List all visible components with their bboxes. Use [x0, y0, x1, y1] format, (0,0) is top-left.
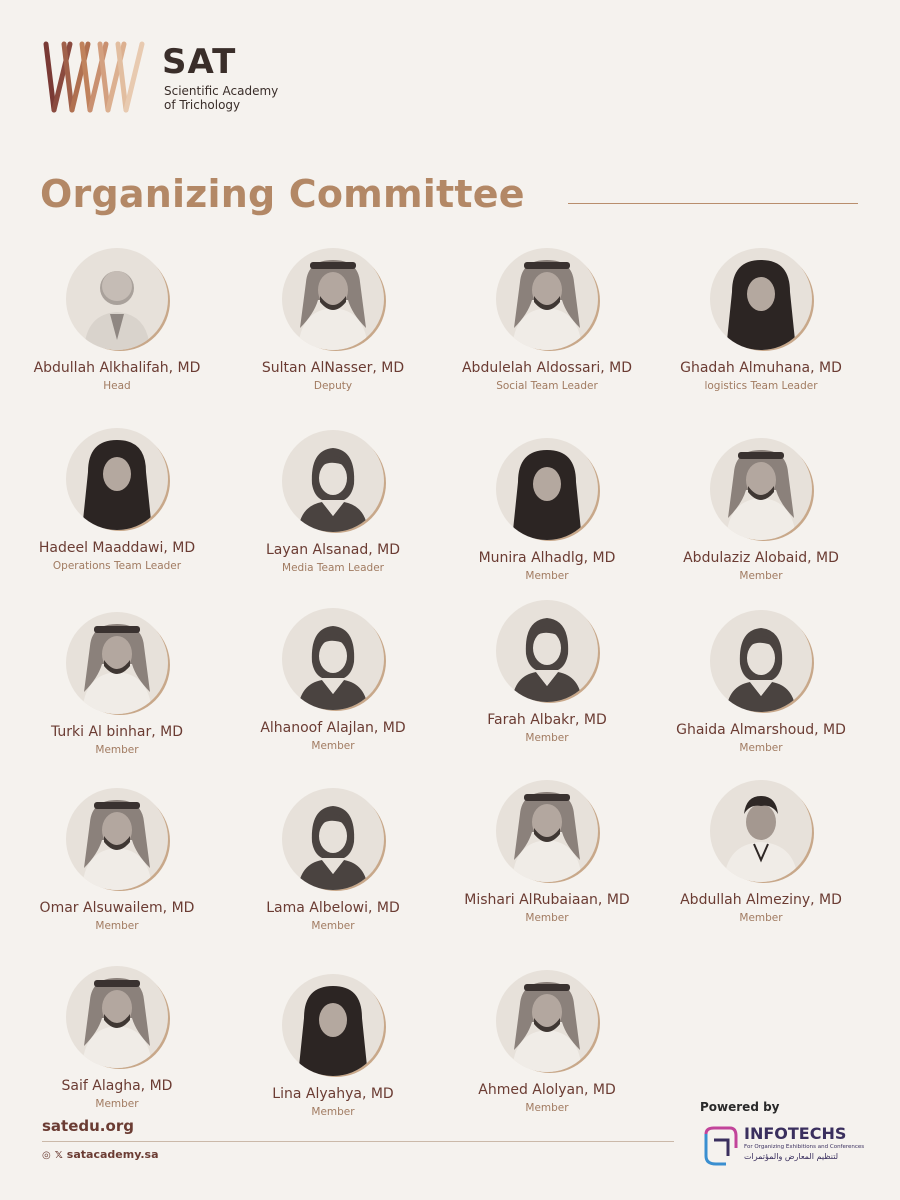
social-handle-row[interactable]: [42, 1148, 159, 1161]
member-card: [228, 248, 438, 392]
instagram-icon: ◎: [42, 1150, 51, 1161]
member-name: Abdulaziz Alobaid, MD: [683, 550, 839, 566]
member-role: Member: [311, 920, 355, 932]
member-role: Member: [525, 732, 569, 744]
brand-subtitle-line2: of Trichology: [164, 98, 241, 112]
sponsor-tagline-arabic: لتنظيم المعارض والمؤتمرات: [744, 1152, 839, 1161]
title-divider: [568, 203, 858, 204]
brand-subtitle: [164, 84, 278, 112]
member-photo: [496, 970, 598, 1072]
placeholder-woman-icon: [710, 610, 812, 712]
member-role: Head: [103, 380, 131, 392]
academy-logo: [40, 38, 300, 118]
member-name: Hadeel Maaddawi, MD: [38, 540, 196, 556]
member-name: Abdulelah Aldossari, MD: [461, 360, 632, 376]
member-photo: [282, 248, 384, 350]
member-photo: [66, 966, 168, 1068]
member-role: Member: [311, 1106, 355, 1118]
brand-name: SAT: [162, 42, 237, 82]
footer-divider: [42, 1141, 674, 1142]
member-name: Farah Albakr, MD: [487, 712, 607, 728]
member-role: Member: [739, 912, 783, 924]
member-name: Abdullah Almeziny, MD: [680, 892, 842, 908]
member-card: [442, 438, 652, 582]
member-role: Member: [311, 740, 355, 752]
placeholder-woman-icon: [282, 788, 384, 890]
member-name: Lama Albelowi, MD: [266, 900, 400, 916]
member-card: [228, 430, 438, 574]
social-handle: satacademy.sa: [66, 1148, 159, 1161]
member-card: [442, 248, 652, 392]
sponsor-name: INFOTECHS: [744, 1124, 847, 1143]
member-name: Munira Alhadlg, MD: [478, 550, 616, 566]
member-photo: [496, 780, 598, 882]
website-link[interactable]: satedu.org: [42, 1117, 134, 1135]
member-photo: [282, 974, 384, 1076]
member-role: Member: [525, 1102, 569, 1114]
member-card: [442, 780, 652, 924]
member-photo: [710, 248, 812, 350]
member-photo: [710, 780, 812, 882]
member-card: [12, 966, 222, 1110]
member-photo: [66, 428, 168, 530]
member-name: Ahmed Alolyan, MD: [478, 1082, 616, 1098]
brand-subtitle-line1: Scientific Academy: [164, 84, 279, 98]
member-role: Operations Team Leader: [52, 560, 182, 572]
member-card: [656, 610, 866, 754]
placeholder-woman-icon: [282, 608, 384, 710]
infotechs-mark-icon: [700, 1126, 740, 1170]
member-name: Ghaida Almarshoud, MD: [676, 722, 846, 738]
member-role: Deputy: [313, 380, 353, 392]
member-photo: [496, 248, 598, 350]
member-role: Member: [525, 570, 569, 582]
member-name: Sultan AlNasser, MD: [261, 360, 405, 376]
member-photo: [66, 248, 168, 350]
member-name: Saif Alagha, MD: [61, 1078, 173, 1094]
member-card: [228, 788, 438, 932]
page-title: Organizing Committee: [40, 172, 525, 216]
member-photo: [496, 438, 598, 540]
member-role: Member: [739, 742, 783, 754]
member-role: Member: [95, 1098, 139, 1110]
member-role: logistics Team Leader: [704, 380, 818, 392]
member-card: [656, 438, 866, 582]
member-name: Omar Alsuwailem, MD: [39, 900, 195, 916]
member-card: [12, 612, 222, 756]
member-photo: [66, 788, 168, 890]
member-role: Media Team Leader: [282, 562, 384, 574]
member-name: Layan Alsanad, MD: [265, 542, 400, 558]
member-role: Member: [95, 920, 139, 932]
member-name: Turki Al binhar, MD: [50, 724, 184, 740]
member-role: Member: [95, 744, 139, 756]
placeholder-woman-icon: [282, 430, 384, 532]
powered-by-label: Powered by: [700, 1100, 780, 1114]
member-card: [442, 600, 652, 744]
x-icon: 𝕏: [54, 1150, 63, 1161]
sponsor-tagline: For Organizing Exhibitions and Conferences: [744, 1144, 865, 1150]
member-role: Member: [525, 912, 569, 924]
member-card: [442, 970, 652, 1114]
member-name: Ghadah Almuhana, MD: [680, 360, 842, 376]
member-card: [12, 428, 222, 572]
member-card: [228, 608, 438, 752]
member-role: Social Team Leader: [496, 380, 598, 392]
member-name: Abdullah Alkhalifah, MD: [33, 360, 201, 376]
member-photo: [710, 438, 812, 540]
member-name: Lina Alyahya, MD: [272, 1086, 394, 1102]
member-name: Alhanoof Alajlan, MD: [260, 720, 406, 736]
sat-logo-icon: [40, 38, 160, 118]
member-photo: [66, 612, 168, 714]
member-card: [12, 788, 222, 932]
member-role: Member: [739, 570, 783, 582]
member-card: [12, 248, 222, 392]
member-card: [228, 974, 438, 1118]
member-card: [656, 248, 866, 392]
infotechs-logo: [700, 1122, 870, 1182]
placeholder-woman-icon: [496, 600, 598, 702]
member-name: Mishari AlRubaiaan, MD: [464, 892, 630, 908]
member-card: [656, 780, 866, 924]
